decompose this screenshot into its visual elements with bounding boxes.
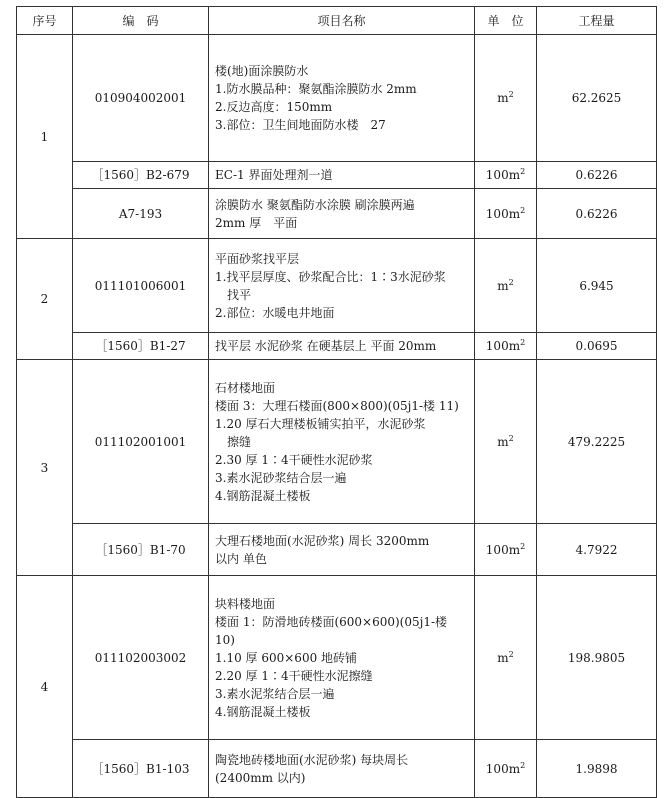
item-name-line: 4.钢筋混凝土楼板 xyxy=(215,704,311,719)
unit-superscript: 2 xyxy=(508,649,514,659)
table-row xyxy=(17,162,657,189)
unit-text: 100m xyxy=(485,339,521,353)
item-name-line: 擦缝 xyxy=(227,434,252,449)
code-cell: ［1560］B2-679 xyxy=(73,162,209,189)
qty-cell: 0.6226 xyxy=(537,189,657,239)
table-row xyxy=(17,239,657,333)
code-cell: A7-193 xyxy=(73,189,209,239)
item-name-cell xyxy=(209,740,475,798)
item-name-line: 1.找平层厚度、砂浆配合比：1∶3水泥砂浆 xyxy=(215,269,446,284)
code-cell: ［1560］B1-103 xyxy=(73,740,209,798)
unit-superscript: 2 xyxy=(508,90,514,99)
unit-text: 100m xyxy=(485,168,521,182)
seq-cell: 1 xyxy=(17,35,73,239)
item-name-line: (2400mm 以内) xyxy=(215,770,306,785)
unit-superscript: 2 xyxy=(520,760,526,770)
qty-cell: 479.2225 xyxy=(537,360,657,524)
unit-superscript: 2 xyxy=(520,541,526,551)
item-name-line: 楼(地)面涂膜防水 xyxy=(215,64,309,78)
item-name-line: 楼面 3：大理石楼面(800×800)(05j1-楼 11) xyxy=(215,398,459,413)
unit-superscript: 2 xyxy=(508,277,514,287)
table-row xyxy=(17,360,657,524)
item-name-line: 以内 单色 xyxy=(215,551,267,566)
item-name-line: 3.素水泥浆结合层一遍 xyxy=(215,686,335,701)
item-name-line: 石材楼地面 xyxy=(215,380,276,395)
table-row xyxy=(17,35,657,162)
item-name-cell xyxy=(209,239,475,333)
header-code: 编 码 xyxy=(73,7,209,35)
qty-cell: 198.9805 xyxy=(537,576,657,740)
unit-cell xyxy=(475,360,537,524)
qty-cell: 0.6226 xyxy=(537,162,657,189)
qty-cell: 0.0695 xyxy=(537,333,657,360)
table-row xyxy=(17,524,657,576)
item-name-line: 陶瓷地砖楼地面(水泥砂浆) 每块周长 xyxy=(215,752,409,767)
item-name-line: 1.防水膜品种：聚氨酯涂膜防水 2mm xyxy=(215,82,417,96)
table-row xyxy=(17,740,657,798)
unit-text: m xyxy=(497,434,509,449)
unit-superscript: 2 xyxy=(520,205,526,215)
qty-cell: 6.945 xyxy=(537,239,657,333)
header-qty: 工程量 xyxy=(537,7,657,35)
unit-text: m xyxy=(497,91,509,105)
item-name-line: 10) xyxy=(215,632,235,647)
unit-text: m xyxy=(497,650,509,665)
unit-text: 100m xyxy=(485,206,521,221)
item-name-line: 涂膜防水 聚氨酯防水涂膜 刷涂膜两遍 xyxy=(215,197,415,212)
item-name-line: 1.20 厚石大理楼板铺实拍平，水泥砂浆 xyxy=(215,416,426,431)
unit-cell xyxy=(475,740,537,798)
unit-text: 100m xyxy=(485,761,521,776)
item-name-line: 楼面 1：防滑地砖楼面(600×600)(05j1-楼 xyxy=(215,614,448,629)
unit-cell xyxy=(475,189,537,239)
item-name-line: 找平层 水泥砂浆 在硬基层上 平面 20mm xyxy=(215,339,437,353)
item-name-line: 找平 xyxy=(227,287,252,302)
item-name-cell xyxy=(209,162,475,189)
item-name-line: 平面砂浆找平层 xyxy=(215,251,300,266)
unit-cell xyxy=(475,333,537,360)
item-name-cell xyxy=(209,35,475,162)
unit-cell xyxy=(475,576,537,740)
item-name-line: 块料楼地面 xyxy=(215,596,276,611)
header-name: 项目名称 xyxy=(209,7,475,35)
item-name-line: 4.钢筋混凝土楼板 xyxy=(215,488,311,503)
unit-cell xyxy=(475,239,537,333)
unit-cell xyxy=(475,162,537,189)
item-name-line: 大理石楼地面(水泥砂浆) 周长 3200mm xyxy=(215,533,430,548)
seq-cell: 3 xyxy=(17,360,73,576)
item-name-cell xyxy=(209,360,475,524)
item-name-line: EC-1 界面处理剂一道 xyxy=(215,168,333,182)
table-row xyxy=(17,189,657,239)
table-row xyxy=(17,333,657,360)
header-seq: 序号 xyxy=(17,7,73,35)
seq-cell: 4 xyxy=(17,576,73,798)
unit-cell xyxy=(475,524,537,576)
qty-cell: 4.7922 xyxy=(537,524,657,576)
code-cell: 011101006001 xyxy=(73,239,209,333)
unit-superscript: 2 xyxy=(520,167,526,176)
item-name-line: 2.部位：水暖电井地面 xyxy=(215,305,335,320)
item-name-line: 2.30 厚 1∶4干硬性水泥砂浆 xyxy=(215,452,373,467)
item-name-line: 2.反边高度：150mm xyxy=(215,100,333,114)
unit-text: m xyxy=(497,278,509,293)
item-name-line: 2mm 厚 平面 xyxy=(215,215,298,230)
unit-superscript: 2 xyxy=(520,338,526,347)
qty-cell: 62.2625 xyxy=(537,35,657,162)
item-name-line: 3.部位：卫生间地面防水楼 27 xyxy=(215,118,386,132)
header-unit: 单 位 xyxy=(475,7,537,35)
quantity-table xyxy=(16,6,657,798)
item-name-cell xyxy=(209,576,475,740)
code-cell: 010904002001 xyxy=(73,35,209,162)
item-name-cell xyxy=(209,189,475,239)
unit-text: 100m xyxy=(485,542,521,557)
seq-cell: 2 xyxy=(17,239,73,360)
item-name-line: 3.素水泥砂浆结合层一遍 xyxy=(215,470,347,485)
item-name-line: 2.20 厚 1∶4干硬性水泥擦缝 xyxy=(215,668,373,683)
table-row xyxy=(17,576,657,740)
code-cell: 011102001001 xyxy=(73,360,209,524)
item-name-line: 1.10 厚 600×600 地砖铺 xyxy=(215,650,358,665)
item-name-cell xyxy=(209,524,475,576)
unit-cell xyxy=(475,35,537,162)
code-cell: 011102003002 xyxy=(73,576,209,740)
qty-cell: 1.9898 xyxy=(537,740,657,798)
unit-superscript: 2 xyxy=(508,433,514,443)
code-cell: ［1560］B1-27 xyxy=(73,333,209,360)
code-cell: ［1560］B1-70 xyxy=(73,524,209,576)
item-name-cell xyxy=(209,333,475,360)
header-row xyxy=(17,7,657,35)
